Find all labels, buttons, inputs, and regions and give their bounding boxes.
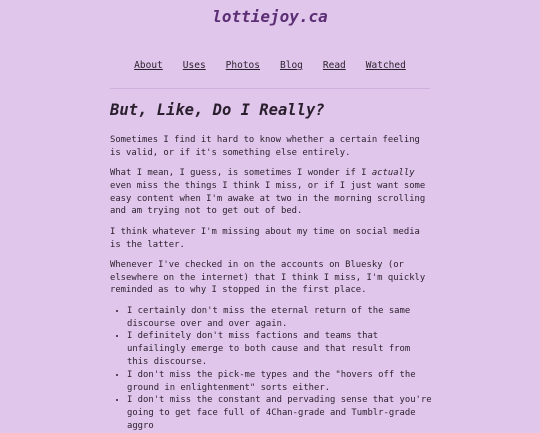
main-nav [0,59,540,73]
emphasis-text: actually [371,168,415,179]
nav-link-uses[interactable]: Uses [182,60,206,71]
nav-link-about[interactable]: About [134,60,163,71]
list-item: • I definitely don't miss factions and teams that unfailingly emerge to both cause and that result from this discourse. [127,330,432,368]
blog-post [110,98,432,433]
post-bullet-list [110,305,432,433]
nav-link-blog[interactable]: Blog [280,60,303,71]
paragraph-text: What I mean, I guess, is sometimes I wonder if I [110,168,372,179]
post-paragraph: Whenever I've checked in on the accounts on Bluesky (or elsewhere on the internet) that I think I miss, I'm quickly reminded as to why I stopped in the first place. [110,259,426,296]
paragraph-text: even miss the things I think I miss, or if I just want some easy content when I'm awake at two in the morning scrolling and am trying not to get out of bed. [110,180,426,217]
post-paragraph: Sometimes I find it hard to know whether a certain feeling is valid, or if it's something else entirely. [110,135,420,158]
post-paragraph: I think whatever I'm missing about my time on social media is the latter. [110,226,420,250]
post-title: But, Like, Do I Really? [110,101,325,119]
header-divider [110,88,430,89]
site-title-link[interactable]: lottiejoy.ca [212,7,328,26]
list-item: • I don't miss the constant and pervading sense that you're going to get face full of 4Chan-grade and Tumblr-grade aggro [127,394,432,432]
nav-link-watched[interactable]: Watched [365,60,406,71]
list-item: • I don't miss the pick-me types and the "hovers off the ground in enlightenment" sorts either. [127,369,432,395]
list-item: • I certainly don't miss the eternal return of the same discourse over and over again. [127,305,432,331]
post-paragraph [110,167,432,218]
nav-link-photos[interactable]: Photos [225,60,260,71]
nav-link-read[interactable]: Read [322,60,346,71]
